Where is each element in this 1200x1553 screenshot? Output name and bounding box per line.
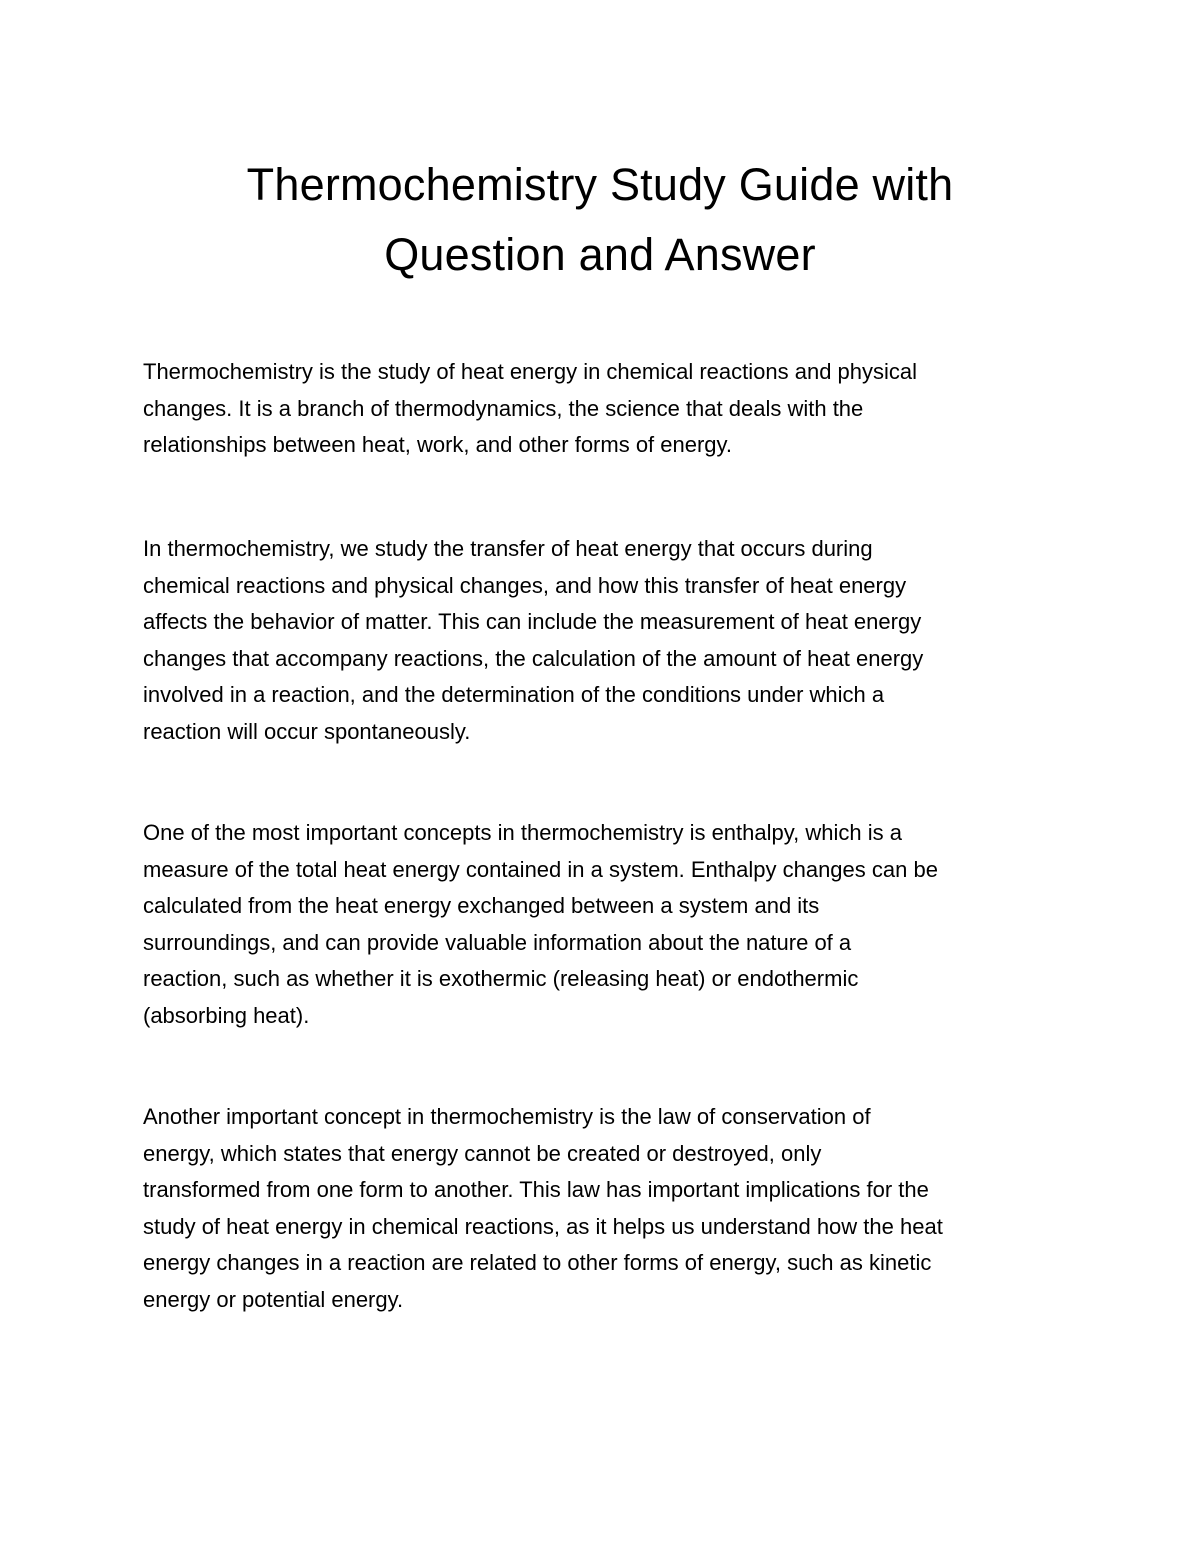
text-line: involved in a reaction, and the determination of the conditions under which a	[143, 682, 885, 708]
title-line: Question and Answer	[384, 229, 816, 280]
text-line: relationships between heat, work, and other forms of energy.	[143, 432, 733, 458]
paragraph-heat-transfer	[143, 531, 1073, 751]
text-line: reaction will occur spontaneously.	[143, 718, 471, 744]
page-title	[140, 150, 1060, 290]
text-line: changes. It is a branch of thermodynamics, the science that deals with the	[143, 395, 864, 421]
text-line: In thermochemistry, we study the transfer of heat energy that occurs during	[143, 536, 873, 561]
text-line: study of heat energy in chemical reactions, as it helps us understand how the heat	[143, 1213, 943, 1239]
text-line: Thermochemistry is the study of heat energy in chemical reactions and physical	[143, 359, 918, 384]
title-line: Thermochemistry Study Guide with	[246, 159, 954, 210]
text-line: calculated from the heat energy exchanged between a system and its	[143, 893, 820, 919]
paragraph-intro	[143, 354, 1073, 464]
text-line: reaction, such as whether it is exothermic (releasing heat) or endothermic	[143, 966, 859, 992]
text-line: energy, which states that energy cannot be created or destroyed, only	[143, 1140, 822, 1166]
text-line: One of the most important concepts in thermochemistry is enthalpy, which is a	[143, 820, 902, 845]
text-line: energy or potential energy.	[143, 1286, 404, 1312]
text-line: chemical reactions and physical changes, and how this transfer of heat energy	[143, 572, 907, 598]
text-line: (absorbing heat).	[143, 1002, 310, 1028]
text-line: transformed from one form to another. This law has important implications for the	[143, 1177, 929, 1203]
paragraph-conservation	[143, 1099, 1073, 1319]
text-line: surroundings, and can provide valuable information about the nature of a	[143, 929, 852, 955]
text-line: changes that accompany reactions, the calculation of the amount of heat energy	[143, 645, 924, 671]
paragraph-enthalpy	[143, 815, 1073, 1035]
text-line: measure of the total heat energy contained in a system. Enthalpy changes can be	[143, 856, 938, 882]
text-line: affects the behavior of matter. This can include the measurement of heat energy	[143, 609, 922, 635]
text-line: energy changes in a reaction are related to other forms of energy, such as kinetic	[143, 1250, 932, 1276]
text-line: Another important concept in thermochemistry is the law of conservation of	[143, 1104, 871, 1129]
